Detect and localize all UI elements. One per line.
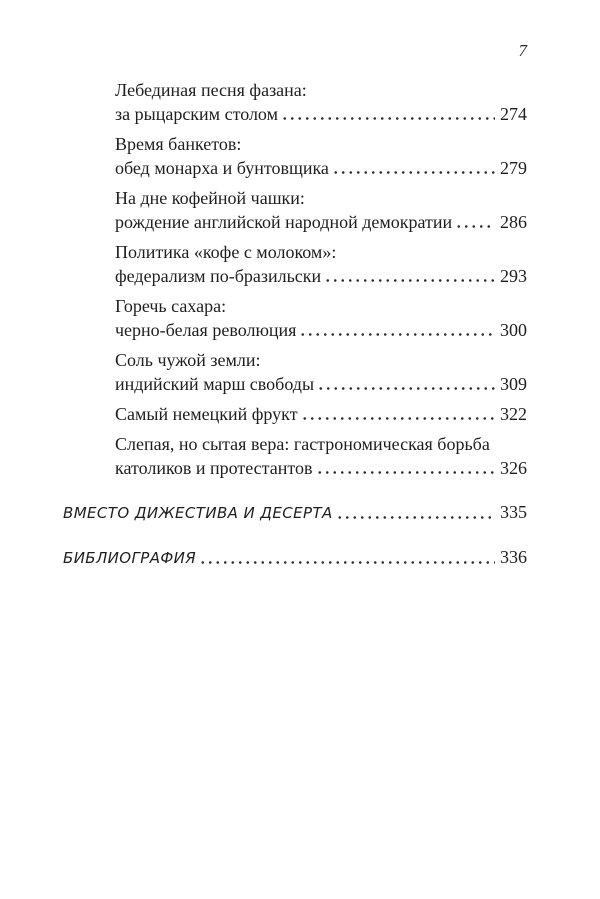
- toc-entry-part: [63, 500, 527, 525]
- toc-entry-title-line1: Горечь сахара:: [115, 296, 227, 316]
- toc-entry: [63, 78, 527, 126]
- toc-entry-title-line2: католиков и протестантов: [115, 458, 313, 478]
- toc-entry-title: Самый немецкий фрукт: [115, 404, 298, 424]
- toc-entry: [63, 348, 527, 396]
- toc-entry-title-line1: Политика «кофе с молоком»:: [115, 242, 337, 262]
- toc-entry: [63, 432, 527, 480]
- toc-entry-leader-row: [115, 318, 527, 342]
- toc-entry: [63, 240, 527, 288]
- dot-leader: [281, 102, 495, 126]
- toc-entry: [63, 186, 527, 234]
- toc-entry-leader-row: [115, 102, 527, 126]
- toc-entry-page-number: 286: [500, 212, 527, 232]
- toc-entry-title-line1: Лебединая песня фазана:: [115, 80, 307, 100]
- dot-leader: [299, 318, 495, 342]
- toc-entry-leader-row: [63, 545, 527, 570]
- dot-leader: [199, 545, 495, 570]
- dot-leader: [317, 372, 495, 396]
- dot-leader: [455, 210, 495, 234]
- toc-entry-leader-row: [63, 500, 527, 525]
- toc-entry-title-line2: черно-белая революция: [115, 320, 297, 340]
- page-content: [63, 39, 527, 576]
- toc-entry-page-number: 336: [500, 547, 527, 567]
- toc-entry-leader-row: [115, 456, 527, 480]
- toc-entry-page-number: 300: [500, 320, 527, 340]
- dot-leader: [324, 264, 495, 288]
- toc-entry-page-number: 322: [500, 404, 527, 424]
- toc-entry-page-number: 309: [500, 374, 527, 394]
- toc-entry-title-line1: Время банкетов:: [115, 134, 242, 154]
- toc-entry-page-number: 274: [500, 104, 527, 124]
- toc-entry-leader-row: [115, 402, 527, 426]
- toc-entry-leader-row: [115, 210, 527, 234]
- toc-part-title: ВМЕСТО ДИЖЕСТИВА И ДЕСЕРТА: [63, 504, 333, 522]
- toc-entry-title-line1: Слепая, но сытая вера: гастрономическая борьба: [115, 434, 490, 454]
- dot-leader: [316, 456, 496, 480]
- dot-leader: [301, 402, 495, 426]
- toc-entry-page-number: 279: [500, 158, 527, 178]
- toc-entry-title-line1: На дне кофейной чашки:: [115, 188, 305, 208]
- toc-entry-title-line2: рождение английской народной демократии: [115, 212, 453, 232]
- toc-entry-title-line2: за рыцарским столом: [115, 104, 278, 124]
- page-header-number: 7: [518, 41, 527, 60]
- toc-entry-page-number: 335: [500, 502, 527, 522]
- toc-entry-leader-row: [115, 372, 527, 396]
- toc-entry-title-line1: Соль чужой земли:: [115, 350, 261, 370]
- toc-entry-leader-row: [115, 156, 527, 180]
- toc-entry-page-number: 326: [500, 458, 527, 478]
- toc-entry-part: [63, 545, 527, 570]
- toc-entry-title-line2: индийский марш свободы: [115, 374, 315, 394]
- toc-entry-page-number: 293: [500, 266, 527, 286]
- toc-entry-title-line2: федерализм по-бразильски: [115, 266, 322, 286]
- toc-entry-title-line2: обед монарха и бунтовщика: [115, 158, 329, 178]
- toc-entry: [63, 402, 527, 426]
- toc-entry: [63, 132, 527, 180]
- table-of-contents: [63, 78, 527, 570]
- toc-entry-leader-row: [115, 264, 527, 288]
- dot-leader: [332, 156, 495, 180]
- toc-entry: [63, 294, 527, 342]
- toc-part-title: БИБЛИОГРАФИЯ: [63, 549, 197, 567]
- dot-leader: [336, 500, 495, 525]
